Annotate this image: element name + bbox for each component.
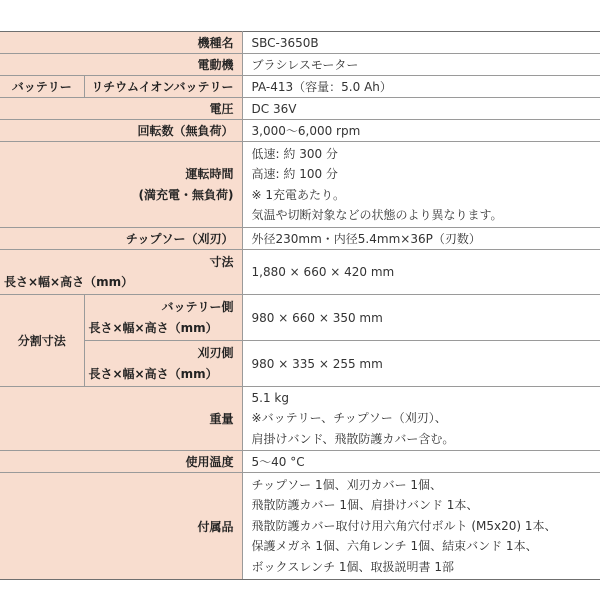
weight-line: 5.1 kg — [251, 390, 289, 405]
row-blade — [0, 228, 600, 250]
rpm-value: 3,000～6,000 rpm — [242, 120, 600, 142]
spec-table — [0, 31, 600, 580]
split-blade-value: 980 × 335 × 255 mm — [242, 341, 600, 387]
blade-label: チップソー（刈刃） — [0, 228, 242, 250]
motor-value: ブラシレスモーター — [242, 54, 600, 76]
accessories-label: 付属品 — [0, 473, 242, 580]
accessories-line: 飛散防護カバー取付け用六角穴付ボルト (M5x20) 1本、 — [251, 518, 557, 533]
weight-line: 肩掛けバンド、飛散防護カバー含む。 — [251, 431, 455, 446]
row-split-battery — [0, 295, 600, 341]
accessories-line: チップソー 1個、刈刃カバー 1個、 — [251, 477, 443, 492]
temperature-value: 5～40 °C — [242, 451, 600, 473]
accessories-value — [242, 473, 600, 580]
row-battery — [0, 76, 600, 98]
battery-label: リチウムイオンバッテリー — [84, 76, 242, 98]
row-accessories — [0, 473, 600, 580]
accessories-line: 飛散防護カバー 1個、肩掛けバンド 1本、 — [251, 498, 479, 513]
split-blade-label-line1: 刈刃側 — [197, 346, 234, 360]
row-weight — [0, 387, 600, 451]
model-label: 機種名 — [0, 32, 242, 54]
split-battery-label-line2: 長さ×幅×高さ（mm） — [88, 320, 218, 335]
accessories-line: ボックスレンチ 1個、取扱説明書 1部 — [251, 559, 454, 574]
runtime-value — [242, 142, 600, 228]
dimensions-label — [0, 250, 242, 295]
split-battery-value: 980 × 660 × 350 mm — [242, 295, 600, 341]
motor-label: 電動機 — [0, 54, 242, 76]
row-motor — [0, 54, 600, 76]
runtime-label-line2: (満充電・無負荷) — [138, 187, 234, 202]
runtime-label-line1: 運転時間 — [185, 167, 234, 181]
runtime-line: 気温や切断対象などの状態のより異なります。 — [251, 208, 503, 222]
blade-value: 外径230mm・内径5.4mm×36P（刃数） — [242, 228, 600, 250]
weight-value — [242, 387, 600, 451]
battery-group-label: バッテリー — [0, 76, 84, 98]
row-voltage — [0, 98, 600, 120]
split-blade-label — [84, 341, 242, 387]
dimensions-value: 1,880 × 660 × 420 mm — [242, 250, 600, 295]
rpm-label: 回転数（無負荷） — [0, 120, 242, 142]
weight-line: ※バッテリー、チップソー（刈刃）、 — [251, 411, 447, 426]
split-battery-label — [84, 295, 242, 341]
runtime-line: ※ 1充電あたり。 — [251, 187, 346, 202]
dimensions-label-line2: 長さ×幅×高さ（mm） — [4, 275, 134, 289]
row-model — [0, 32, 600, 54]
dimensions-label-line1: 寸法 — [209, 254, 234, 269]
runtime-label — [0, 142, 242, 228]
split-blade-label-line2: 長さ×幅×高さ（mm） — [88, 366, 218, 381]
row-dimensions — [0, 250, 600, 295]
accessories-line: 保護メガネ 1個、六角レンチ 1個、結束バンド 1本、 — [251, 539, 538, 554]
voltage-label: 電圧 — [0, 98, 242, 120]
row-split-blade — [0, 341, 600, 387]
voltage-value: DC 36V — [242, 98, 600, 120]
temperature-label: 使用温度 — [0, 451, 242, 473]
row-runtime — [0, 142, 600, 228]
model-value: SBC-3650B — [242, 32, 600, 54]
runtime-line: 高速: 約 100 分 — [251, 167, 338, 181]
battery-value: PA-413（容量：5.0 Ah） — [242, 76, 600, 98]
weight-label: 重量 — [0, 387, 242, 451]
split-battery-label-line1: バッテリー側 — [161, 300, 234, 314]
row-temperature — [0, 451, 600, 473]
split-group-label: 分割寸法 — [0, 295, 84, 387]
row-rpm — [0, 120, 600, 142]
runtime-line: 低速: 約 300 分 — [251, 146, 338, 161]
